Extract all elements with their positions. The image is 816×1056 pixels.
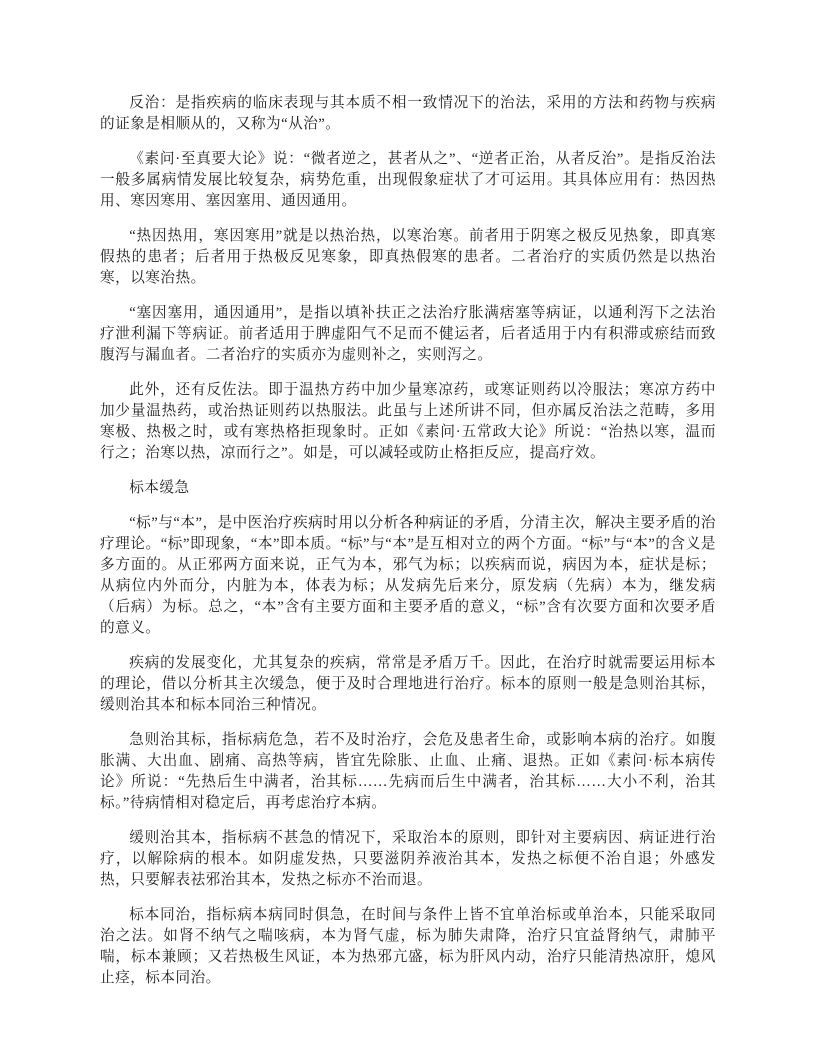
paragraph-biaoben-tongzhi: 标本同治，指标病本病同时俱急，在时间与条件上皆不宜单治标或单治本，只能采取同治之法。如肾不纳气之喘咳病，本为肾气虚，标为肺失肃降，治疗只宜益肾纳气，肃肺平喘，标本兼顾；又若热极生风证，本为热邪亢盛，标为肝风内动，治疗只能清热凉肝，熄风止痉，标本同治。 bbox=[100, 907, 716, 986]
paragraph-biao-ben-theory: “标”与“本”，是中医治疗疾病时用以分析各种病证的矛盾，分清主次，解决主要矛盾的治疗理论。“标”即现象，“本”即本质。“标”与“本”是互相对立的两个方面。“标”与“本”的含义是多方面的。从正邪两方面来说，正气为本，邪气为标；以疾病而说，病因为本，症状是标；从病位内外而分，内脏为本，体表为标；从发病先后来分，原发病（先病）本为，继发病（后病）为标。总之，“本”含有主要方面和主要矛盾的意义，“标”含有次要方面和次要矛盾的意义。 bbox=[100, 515, 716, 636]
paragraph-fanzhi-definition: 反治：是指疾病的临床表现与其本质不相一致情况下的治法，采用的方法和药物与疾病的证象是相顺从的，又称为“从治”。 bbox=[100, 95, 716, 132]
paragraph-saiyinsaiyong-tongyintongyong: “塞因塞用，通因通用”，是指以填补扶正之法治疗胀满痞塞等病证，以通利泻下之法治疗泄利漏下等病证。前者适用于脾虚阳气不足而不健运者，后者适用于内有积滞或瘀结而致腹泻与漏血者。二者治疗的实质亦为虚则补之，实则泻之。 bbox=[100, 305, 716, 363]
section-heading-biaoben-huanji: 标本缓急 bbox=[129, 480, 190, 496]
paragraph-reyinreyong-hanyinhanyong: “热因热用，寒因寒用”就是以热治热，以寒治寒。前者用于阴寒之极反见热象，即真寒假热的患者；后者用于热极反见寒象，即真热假寒的患者。二者治疗的实质仍然是以热治寒，以寒治热。 bbox=[100, 228, 716, 286]
paragraph-fanzuofa: 此外，还有反佐法。即于温热方药中加少量寒凉药，或寒证则药以冷服法；寒凉方药中加少量温热药，或治热证则药以热服法。此虽与上述所讲不同，但亦属反治法之范畴，多用寒极、热极之时，或有寒热格拒现象时。正如《素问·五常政大论》所说：“治热以寒，温而行之；治寒以热，凉而行之”。如是，可以减轻或防止格拒反应，提高疗效。 bbox=[100, 382, 716, 461]
paragraph-disease-development: 疾病的发展变化，尤其复杂的疾病，常常是矛盾万千。因此，在治疗时就需要运用标本的理论，借以分析其主次缓急，便于及时合理地进行治疗。标本的原则一般是急则治其标，缓则治其本和标本同治三种情况。 bbox=[100, 655, 716, 713]
paragraph-huan-ze-zhi-qi-ben: 缓则治其本，指标病不甚急的情况下，采取治本的原则，即针对主要病因、病证进行治疗，以解除病的根本。如阴虚发热，只要滋阴养液治其本，发热之标便不治自退；外感发热，只要解表祛邪治其本，发热之标亦不治而退。 bbox=[100, 830, 716, 888]
document-body bbox=[100, 93, 716, 989]
paragraph-suwen-zhizhenyao-quote: 《素问·至真要大论》说：“微者逆之，甚者从之”、“逆者正治，从者反治”。是指反治法一般多属病情发展比较复杂，病势危重，出现假象症状了才可运用。其具体应用有：热因热用、寒因寒用、塞因塞用、通因通用。 bbox=[100, 151, 716, 209]
paragraph-ji-ze-zhi-qi-biao: 急则治其标，指标病危急，若不及时治疗，会危及患者生命，或影响本病的治疗。如腹胀满、大出血、剧痛、高热等病，皆宜先除胀、止血、止痛、退热。正如《素问·标本病传论》所说：“先热后生中满者，治其标……先病而后生中满者，治其标……大小不利，治其标。”待病情相对稳定后，再考虑治疗本病。 bbox=[100, 732, 716, 811]
